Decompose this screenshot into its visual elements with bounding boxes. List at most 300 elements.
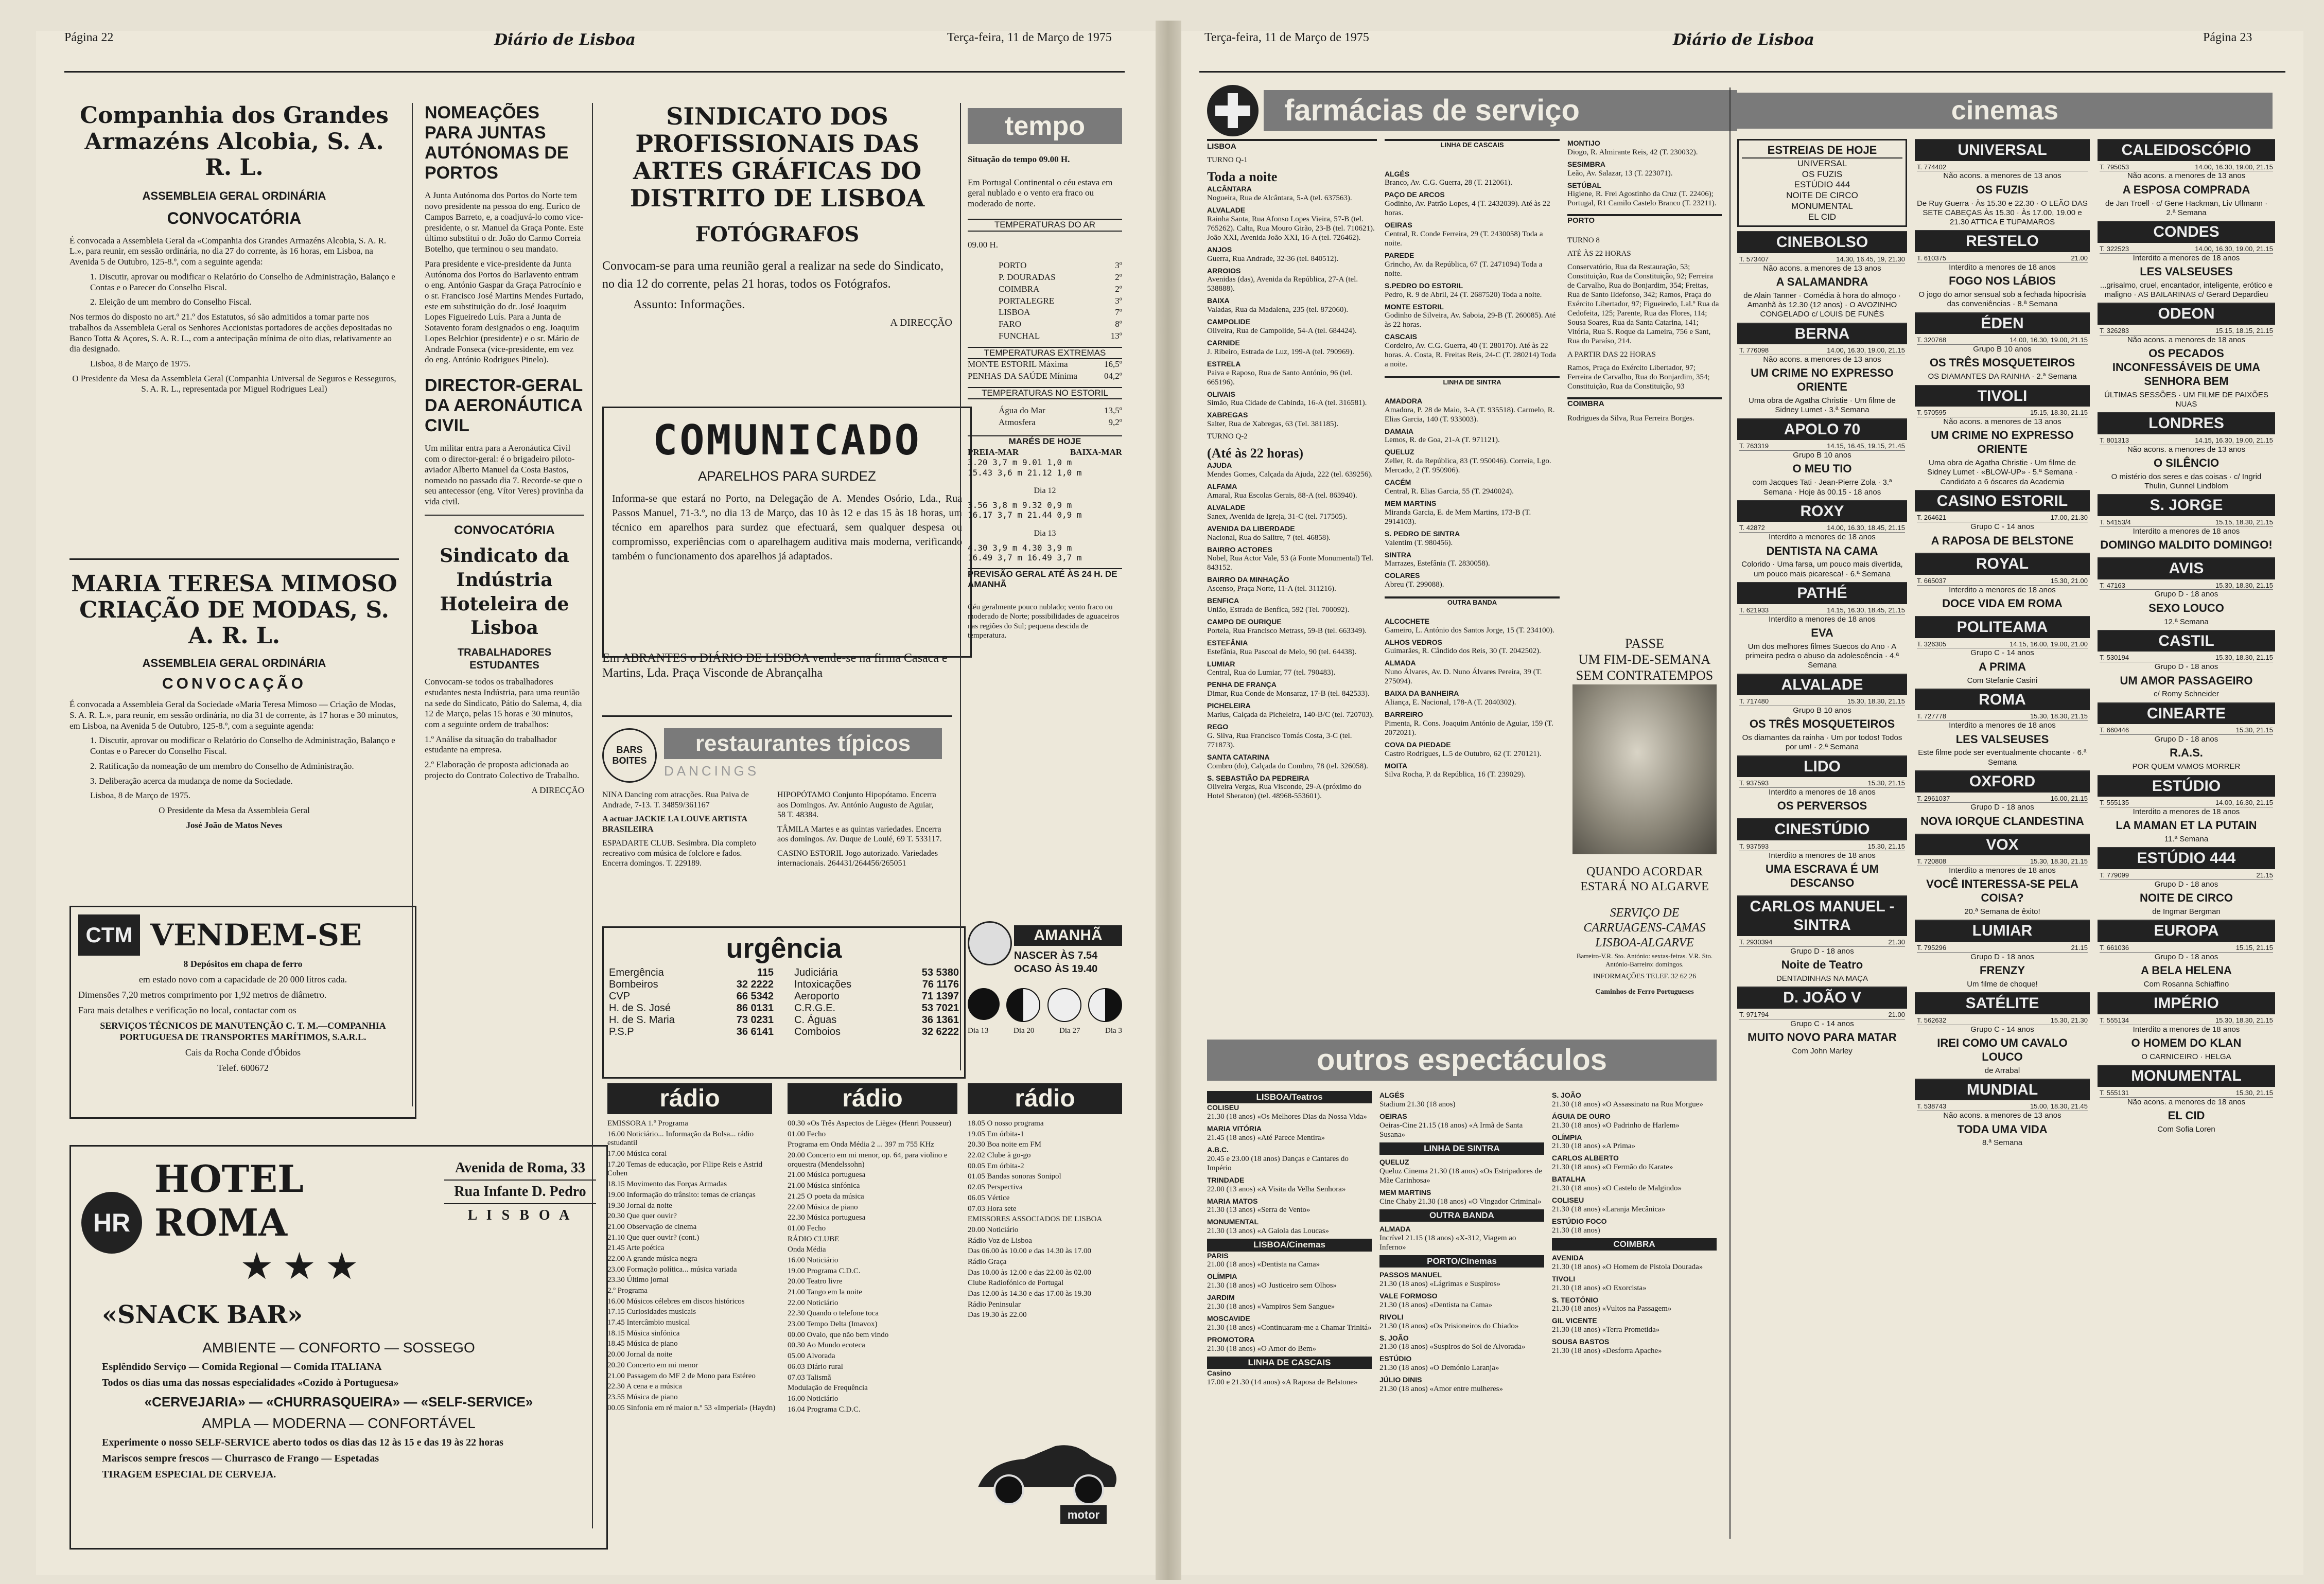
cinema-age: Interdito a menores de 18 anos — [1949, 262, 2056, 272]
radio-line: 21.00 Tango em la noite — [788, 1288, 862, 1296]
pharmacy-detail: Oliveira Vergas, Rua Visconde, 29-A (próximo do Hotel Sheraton) (tel. 48968-553601). — [1207, 783, 1361, 801]
cinema-tel: T. 720808 — [1917, 857, 1947, 866]
radio-line: 18.45 Música de piano — [607, 1340, 678, 1348]
pharmacy-item — [1207, 245, 1377, 263]
show-venue: BATALHA — [1552, 1175, 1586, 1184]
show-venue: CARLOS ALBERTO — [1552, 1154, 1619, 1163]
show-venue: MARIA MATOS — [1207, 1196, 1258, 1205]
cinema-extra: com Jacques Tati · Jean-Pierre Zola · 3.ª Semana · Hoje às 00.15 - 18 anos — [1752, 478, 1892, 497]
temp-row-label: LISBOA — [999, 307, 1030, 318]
urgencia-box — [602, 926, 966, 1079]
radio-line: Das 19.30 às 22.00 — [968, 1311, 1027, 1319]
radio-line: 20.00 Concerto em mi menor, op. 64, para violino e orquestra (Mendelssohn) — [788, 1151, 948, 1169]
radio-line: Programa em Onda Média 2 ... 397 m 755 KHz — [788, 1140, 934, 1149]
hotel-snack: «SNACK BAR» — [102, 1300, 303, 1329]
radio-line: 21.00 Observação de cinema — [607, 1222, 697, 1231]
cinema-tel: T. 971794 — [1739, 1010, 1769, 1018]
cinema-tel-row — [1917, 409, 2088, 417]
artes-sign: A DIRECÇÃO — [890, 317, 952, 329]
mimoso-item: 1. Discutir, aprovar ou modificar o Relatório do Conselho de Administração, Balanço e Contas e o Parecer do Conselho Fiscal. — [90, 735, 395, 756]
show-item — [1207, 1176, 1372, 1194]
porto-body2: Ramos, Praça do Exército Libertador, 97; Ferreira de Carvalho, Rua do Bonjardim, 354; Constituição, Rua da Constituição, 93 — [1567, 364, 1710, 391]
radio-line: 21.00 Música portuguesa — [788, 1171, 866, 1180]
cinema-tel-row — [1917, 640, 2088, 649]
pharmacy-item — [1207, 318, 1377, 336]
pharmacy-area: ALVALADE — [1207, 503, 1246, 512]
show-detail: 21.30 (18 anos) — [1552, 1226, 1600, 1235]
page-header — [0, 31, 2324, 51]
show-item — [1552, 1275, 1717, 1293]
pharmacy-detail: Combro (do), Calçada do Combro, 78 (tel. 326058). — [1207, 762, 1368, 770]
show-venue: TIVOLI — [1552, 1274, 1576, 1283]
pharmacy-item — [1207, 411, 1377, 429]
pharmacy-item — [1207, 185, 1377, 203]
radio-line: 16.00 Músicos célebres em discos históricos — [607, 1297, 745, 1306]
cinema-age: Interdito a menores de 18 anos — [2133, 253, 2240, 262]
moon-phases — [968, 988, 1122, 1022]
comunicado-title: COMUNICADO — [653, 416, 921, 464]
cinema-name: LIDO — [1737, 756, 1907, 778]
show-item — [1207, 1335, 1372, 1353]
pharmacy-item — [1207, 360, 1377, 387]
show-item — [1207, 1124, 1372, 1142]
cinema-name: VOX — [1915, 835, 2090, 856]
cinema-film: EVA — [1811, 626, 1833, 639]
show-item — [1207, 1103, 1372, 1121]
cinema-times: 14.15, 16.30, 19.00, 21.15 — [2195, 436, 2273, 444]
temp-row — [999, 331, 1122, 342]
cinema-name: D. JOÃO V — [1737, 988, 1907, 1009]
show-item — [1552, 1133, 1717, 1151]
show-detail: 21.30 (18 anos) «O Amor do Bem» — [1207, 1344, 1317, 1353]
pharmacy-item — [1385, 448, 1560, 475]
show-detail: 21.30 (18 anos) «O Castelo de Malgindo» — [1552, 1184, 1682, 1192]
cinema-name: MONUMENTAL — [2098, 1066, 2275, 1087]
pharmacy-item — [1385, 762, 1560, 780]
cinema-name: ESTÚDIO — [2098, 776, 2275, 797]
cinema-name: CASTIL — [2098, 631, 2275, 652]
temp-row-value: 13º — [1110, 330, 1122, 341]
cinema-times: 15.30, 18.30, 21.15 — [2030, 857, 2088, 866]
section-band: OUTRA BANDA — [1379, 1209, 1544, 1222]
urgencia-tel: 71 1397 — [921, 991, 959, 1002]
cinemas-title — [1737, 93, 2273, 129]
urgencia-name: Judiciária — [794, 967, 838, 978]
cinema-film: UM CRIME NO EXPRESSO ORIENTE — [1931, 429, 2074, 456]
column-rule — [960, 103, 961, 1070]
pharmacy-item — [1567, 160, 1722, 178]
pharmacy-area: BARREIRO — [1385, 710, 1423, 718]
amanha-box — [968, 921, 1122, 1065]
right-date: Terça-feira, 11 de Março de 1975 — [1204, 31, 1369, 44]
cp-info: Barreiro-V.R. Sto. António: sextas-feiras. V.R. Sto. António-Barreiro: domingos. — [1576, 952, 1713, 968]
cinema-extra: 11.ª Semana — [2164, 835, 2209, 844]
urgencia-row — [794, 1014, 959, 1026]
cinema-tel: T. 555134 — [2100, 1016, 2129, 1024]
cinema-name: ROMA — [1915, 690, 2090, 711]
cinema-times: 15.30, 18.30, 21.15 — [1847, 697, 1905, 706]
cinema-tel-row — [2100, 944, 2273, 953]
pharmacy-item — [1207, 774, 1377, 801]
pharmacy-detail: Marlus, Calçada da Picheleira, 140-B/C (tel. 720703). — [1207, 710, 1374, 719]
cinema-age: Interdito a menores de 18 anos — [2133, 526, 2240, 536]
estreia-line: EL CID — [1808, 212, 1837, 222]
extrema-row — [968, 371, 1122, 382]
pharmacy-detail: Cordeiro, Av. C.G. Guerra, 40 (T. 280170). Até às 22 horas. A. Costa, R. Freitas Reis, 24-C (T. 280214) Toda a noite. — [1385, 342, 1556, 369]
cinema-listing — [1915, 490, 2090, 553]
cinema-film: VOCÊ INTERESSA-SE PELA COISA? — [1926, 877, 2078, 905]
cinema-tel: T. 774402 — [1917, 163, 1947, 171]
estoril-title: TEMPERATURAS NO ESTORIL — [968, 387, 1122, 400]
pharmacy-detail: Amadora, P. 28 de Maio, 3-A (T. 935518). Carmelo, R. Elias Garcia, 140 (T. 933003). — [1385, 406, 1555, 424]
cinema-tel: T. 555131 — [2100, 1088, 2129, 1097]
pharmacy-detail: J. Ribeiro, Estrada de Luz, 199-A (tel. 790969). — [1207, 347, 1354, 356]
show-detail: 21.30 (18 anos) «Os Melhores Dias da Nossa Vida» — [1207, 1113, 1367, 1121]
cinema-tel: T. 320768 — [1917, 336, 1947, 344]
pharmacy-area: SANTA CATARINA — [1207, 752, 1270, 761]
show-venue: RIVOLI — [1379, 1312, 1404, 1321]
alcobia-assembly: ASSEMBLEIA GERAL ORDINÁRIA — [142, 189, 326, 202]
urgencia-row — [794, 991, 959, 1002]
mares-row: 3.56 3,8 m 9.32 0,9 m — [968, 500, 1072, 510]
pharmacy-area: BAIXA DA BANHEIRA — [1385, 689, 1459, 698]
lisboa-cinemas-label: LISBOA/Cinemas — [1207, 1239, 1372, 1251]
radio-line: 22.02 Clube à go-go — [968, 1151, 1031, 1160]
temp-row-value: 7º — [1115, 307, 1122, 318]
vendem-company: SERVIÇOS TÉCNICOS DE MANUTENÇÃO C. T. M.—COMPANHIA PORTUGUESA DE TRANSPORTES MARÍTIMOS, S.A.R.L. — [100, 1020, 386, 1042]
temp-row-label: PORTO — [999, 260, 1027, 271]
pharmacy-detail: Central, R. Conde Ferreira, 29 (T. 2430058) Toda a noite. — [1385, 230, 1543, 248]
pharmacy-detail: Nuno Álvares, Av. D. Nuno Álvares Pereira, 39 (T. 275094). — [1385, 668, 1542, 686]
pharmacy-area: ARROIOS — [1207, 266, 1241, 275]
urgencia-row — [609, 979, 774, 991]
radio-line: Das 12.00 às 14.30 e das 17.00 às 19.30 — [968, 1290, 1091, 1298]
mares-day: Dia 12 — [1034, 486, 1056, 496]
show-item — [1207, 1197, 1372, 1215]
urgencia-tel: 115 — [757, 967, 774, 978]
cinema-extra: Uma obra de Agatha Christie · Um filme de Sidney Lumet · 3.ª Semana — [1749, 396, 1896, 415]
alcobia-title: Companhia dos Grandes Armazéns Alcobia, S. A. R. L. — [80, 103, 389, 181]
cinema-age: Grupo D - 18 anos — [1970, 803, 2034, 812]
cinemas-col2 — [1915, 139, 2090, 1539]
cinema-tel-row — [1917, 514, 2088, 522]
pharmacy-area: ALMADA — [1385, 659, 1416, 667]
pharmacy-detail: Nogueira, Rua de Alcântara, 5-A (tel. 637563). — [1207, 193, 1352, 202]
pharmacy-detail: Miranda Garcia, E. de Mem Martins, 173-B (T. 2914103). — [1385, 508, 1531, 526]
sun-icon — [968, 921, 1012, 965]
show-item — [1379, 1271, 1544, 1289]
cinema-name: ÉDEN — [1915, 313, 2090, 335]
hotel-stars: ★ ★ ★ — [240, 1246, 359, 1287]
farmacias-porto — [1567, 139, 1722, 628]
radio-line: 23.00 Tempo Delta (Imavox) — [788, 1320, 878, 1329]
vendem-line2: em estado novo com a capacidade de 20 000 litros cada. — [138, 974, 347, 984]
outros-cascais-list — [1207, 1369, 1372, 1387]
left-masthead: Diário de Lisboa — [494, 31, 636, 49]
pharmacy-area: CARNIDE — [1207, 338, 1240, 347]
pharmacy-item — [1207, 596, 1377, 614]
show-item — [1207, 1369, 1372, 1387]
radio-line: 20.00 Noticiário — [968, 1225, 1019, 1234]
show-item — [1552, 1196, 1717, 1214]
cinema-tel: T. 661036 — [2100, 943, 2129, 952]
mares-row: 15.43 3,6 m 21.12 1,0 m — [968, 467, 1082, 478]
hotel-bullet: Todos os dias uma das nossas especialidades «Cozido à Portuguesa» — [102, 1377, 399, 1388]
cinema-times: 14.15, 16.30, 18.45, 21.15 — [1827, 606, 1905, 614]
cinema-times: 14.00, 16.30, 19.00, 21.15 — [1827, 346, 1905, 355]
radio-line: 02.05 Perspectiva — [968, 1183, 1023, 1192]
cinema-film: O SILÊNCIO — [2153, 456, 2220, 469]
cinema-extra: Os diamantes da rainha · Um por todos! Todos por um! · 2.ª Semana — [1742, 733, 1902, 752]
radio-line: 00.05 Sinfonia em ré maior n.º 53 «Imperial» (Haydn) — [607, 1403, 776, 1412]
show-item — [1379, 1112, 1544, 1139]
temp-row — [999, 284, 1122, 295]
cinema-age: Não acons. a menores de 13 anos — [2127, 445, 2246, 454]
cinema-age: Não acons. a menores de 13 anos — [1943, 171, 2061, 181]
mimoso-date: Lisboa, 8 de Março de 1975. — [90, 790, 190, 801]
show-item — [1207, 1293, 1372, 1311]
porto-turno: TURNO 8 — [1567, 236, 1600, 245]
restaurantes-section — [602, 723, 952, 921]
radio-line: 06.05 Vértice — [968, 1193, 1010, 1202]
pharmacy-area: REGO — [1207, 722, 1229, 731]
show-venue: MARIA VITÓRIA — [1207, 1124, 1262, 1133]
cinema-tel-row — [2100, 518, 2273, 527]
show-item — [1552, 1337, 1717, 1356]
pharmacy-area: MOITA — [1385, 761, 1408, 770]
cinema-listing — [1915, 139, 2090, 230]
show-detail: 21.30 (18 anos) «O Justiceiro sem Olhos» — [1207, 1281, 1337, 1290]
coimbra-label: COIMBRA — [1567, 397, 1722, 409]
cinema-name: EUROPA — [2098, 921, 2275, 942]
radio-line: 2.º Programa — [607, 1287, 648, 1295]
porto-partir: A PARTIR DAS 22 HORAS — [1567, 350, 1656, 359]
cinema-name: CONDES — [2098, 222, 2275, 243]
show-item — [1207, 1218, 1372, 1236]
radio-line: 20.30 Que quer ouvir? — [607, 1212, 677, 1221]
restaurante-item: HIPOPÓTAMO Conjunto Hipopótamo. Encerra aos Domingos. Av. António Augusto de Aguiar, 58 T. 48384. — [777, 790, 936, 820]
cinema-tel-row — [1917, 944, 2088, 953]
radio-line: Rádio Peninsular — [968, 1300, 1021, 1309]
temp-row-value: 8º — [1115, 319, 1122, 329]
temps-list — [999, 260, 1122, 341]
pharmacy-item — [1567, 139, 1722, 157]
urgencia-right — [794, 967, 959, 1038]
cinema-listing — [1737, 755, 1907, 819]
cinema-tel-row — [2100, 799, 2273, 807]
cinema-tel: T. 801313 — [2100, 436, 2129, 444]
outros-col1 — [1207, 1091, 1372, 1534]
cinema-age: Interdito a menores de 18 anos — [1769, 614, 1876, 624]
cinema-listing — [1915, 920, 2090, 992]
car-illustration — [968, 1410, 1122, 1528]
cinema-tel-row — [1739, 524, 1905, 533]
show-detail: 21.30 (18 anos) «Continuaram-me a Chamar Trinitá» — [1207, 1323, 1372, 1332]
cinema-film: A BELA HELENA — [2141, 964, 2232, 977]
turno-q1: TURNO Q-1 — [1207, 156, 1248, 164]
radio-line: 18.15 Música sinfónica — [607, 1329, 680, 1337]
juntas-body2: Para presidente e vice-presidente da Junta Autónoma dos Portos do Barlavento entram o eng. António Gaspar da Graça Patrocínio e o sr. Francisco José Martins Mendes Furtado, este em substituição do dr. José Joaquim Lopes Figueiredo Luís. Para a Junta de Sotavento foram designados o eng. Joaquim Lopes Belchior (presidente) e o sr. Mário de Andrade Fonseca (vice-presidente, em vez do eng. António Rodrigues Pinelo). — [425, 258, 584, 365]
cinema-film: Noite de Teatro — [1781, 958, 1863, 972]
pharmacy-detail: G. Silva, Rua Francisco Tomás Costa, 3-C (tel. 771873). — [1207, 731, 1352, 749]
cinema-film: TODA UMA VIDA — [1957, 1122, 2048, 1136]
pharmacy-area: BAIRRO ACTORES — [1207, 545, 1272, 554]
pharmacy-detail: Castro Rodrigues, L.5 de Outubro, 62 (T. 270121). — [1385, 749, 1542, 758]
urgencia-tel: 36 6141 — [736, 1026, 774, 1037]
estreia-line: OS FUZIS — [1802, 169, 1843, 179]
estreia-line: NOITE DE CIRCO — [1786, 190, 1858, 201]
cinema-name: SATÉLITE — [1915, 993, 2090, 1014]
show-item — [1379, 1225, 1544, 1252]
pharmacy-detail: Abreu (T. 299088). — [1385, 580, 1444, 589]
cinema-tel: T. 42872 — [1739, 524, 1765, 532]
sintra-label: LINHA DE SINTRA — [1385, 376, 1560, 386]
cinema-listing — [1915, 230, 2090, 312]
temp-row-label: COIMBRA — [999, 284, 1040, 294]
show-venue: QUELUZ — [1379, 1157, 1409, 1166]
porto-label: PORTO — [1567, 214, 1722, 225]
urgencia-name: P.S.P — [609, 1026, 634, 1037]
cinema-age: Não acons. a menores de 18 anos — [2127, 335, 2246, 344]
pharmacy-area: CAMPOLIDE — [1207, 318, 1250, 326]
urgencia-tel: 66 5342 — [736, 991, 774, 1002]
radio-line: 01.00 Fecho — [788, 1130, 826, 1138]
cinema-times: 14.00, 16.30, 18.45, 21.15 — [1827, 524, 1905, 532]
pharmacy-item — [1385, 221, 1560, 248]
temp-row-value: 2º — [1115, 284, 1122, 294]
cinema-extra: Colorido · Uma farsa, um pouco mais divertida, um pouco mais picaresca! · 6.ª Semana — [1741, 560, 1903, 578]
aero-body: Um militar entra para a Aeronáutica Civil com o director-geral: é o brigadeiro piloto-aviador Alberto Manuel da Costa Bastos, nomeado no passado dia 7. Recorde-se que o seu antecessor (eng. Vítor Veres) provinha da vida civil. — [425, 443, 584, 507]
sind-heading: CONVOCATÓRIA — [454, 523, 555, 537]
pharmacy-item — [1207, 660, 1377, 678]
pharmacy-area: S.PEDRO DO ESTORIL — [1385, 281, 1463, 290]
moon-day: Dia 20 — [1014, 1027, 1035, 1035]
juntas-body: A Junta Autónoma dos Portos do Norte tem novo presidente na pessoa do eng. Eurico de Campos Barreto, e, a coadjuvá-lo como vice-presidente, o sr. Manuel da Graça Ponte. Este último substitui o dr. João do Carmo Correia Botelho, que terminou o seu mandato. — [425, 190, 584, 254]
temp-row-value: 3º — [1115, 295, 1122, 306]
cinema-times: 15.30, 18.30, 21.15 — [2215, 1016, 2273, 1024]
ate-22: (Até às 22 horas) — [1207, 446, 1304, 461]
cinema-tel: T. 570595 — [1917, 409, 1947, 417]
cinema-listing — [1915, 553, 2090, 616]
urgencia-name: Bombeiros — [609, 979, 658, 990]
pharmacy-detail: Estefânia, Rua Pascoal de Melo, 90 (tel. 64438). — [1207, 647, 1357, 656]
left-header-rule — [64, 71, 1125, 73]
cinema-film: IREI COMO UM CAVALO LOUCO — [1937, 1036, 2068, 1063]
cinema-name: APOLO 70 — [1737, 419, 1907, 441]
pharmacy-area: PAREDE — [1385, 251, 1414, 259]
cinema-listing — [1737, 818, 1907, 895]
urgencia-name: Comboios — [794, 1026, 841, 1037]
show-venue: COLISEU — [1552, 1195, 1584, 1204]
cinema-tel-row — [1739, 606, 1905, 615]
cinema-age: Grupo B 10 anos — [1793, 451, 1851, 460]
mares-row: 16.17 3,7 m 21.44 0,9 m — [968, 510, 1082, 520]
extrema-row-value: 04,2º — [1104, 371, 1122, 381]
urgencia-row — [609, 991, 774, 1002]
cinema-age: Grupo D - 18 anos — [1970, 952, 2034, 961]
farmacias-title: farmácias de serviço — [1264, 90, 1737, 131]
show-venue: ALGÉS — [1379, 1091, 1405, 1099]
pharmacy-area: BAIXA — [1207, 296, 1230, 305]
pharmacy-area: OLIVAIS — [1207, 390, 1235, 398]
show-item — [1379, 1158, 1544, 1185]
moon-day: Dia 27 — [1059, 1027, 1080, 1035]
cinema-age: Grupo B 10 anos — [1973, 345, 2032, 354]
porto-ate: ATÉ ÀS 22 HORAS — [1567, 250, 1631, 258]
cinema-age: Grupo C - 14 anos — [1790, 1019, 1854, 1028]
estoril-row-label: Atmosfera — [999, 417, 1036, 428]
cinema-listing — [2098, 557, 2275, 630]
show-item — [1552, 1175, 1717, 1193]
ctm-logo: CTM — [78, 914, 140, 956]
cinema-extra: ...grisalmo, cruel, encantador, inteligente, erótico e maligno · AS BAILARINAS c/ Gerard Depardieu — [2100, 280, 2273, 300]
cp-ad — [1567, 633, 1722, 1004]
radio-line: Rádio Graça — [968, 1257, 1007, 1266]
show-detail: 20.45 e 23.00 (18 anos) Danças e Cantares do Império — [1207, 1154, 1349, 1172]
extrema-row-label: MONTE ESTORIL Máxima — [968, 359, 1068, 369]
show-item — [1552, 1154, 1717, 1172]
pharmacy-detail: Central, Rua do Lumiar, 77 (tel. 790483). — [1207, 668, 1336, 677]
hotel-bullet: Mariscos sempre frescos — Churrasco de Frango — Espetadas — [102, 1453, 379, 1464]
pharmacy-item — [1207, 503, 1377, 521]
pharmacy-item — [1385, 530, 1560, 548]
cinema-times: 15.15, 21.15 — [2235, 943, 2273, 952]
sind-item: 2.º Elaboração de proposta adicionada ao projecto do Contrato Colectivo de Trabalho. — [425, 760, 580, 780]
show-venue: SOUSA BASTOS — [1552, 1337, 1610, 1346]
show-detail: 21.30 (13 anos) «A Gaiola das Loucas» — [1207, 1227, 1330, 1236]
estreias-box — [1737, 139, 1907, 227]
cinema-extra: POR QUEM VAMOS MORRER — [2132, 762, 2241, 771]
show-item — [1207, 1146, 1372, 1173]
farm-sintra-list — [1385, 397, 1560, 589]
cinema-film: UM CRIME NO EXPRESSO ORIENTE — [1751, 366, 1894, 394]
artes-notice — [602, 103, 952, 401]
moon-days — [968, 1027, 1122, 1035]
pharmacy-detail: Simão, Rua Cidade de Cabinda, 16-A (tel. 316581). — [1207, 399, 1367, 408]
radio-line: EMISSORA 1.º Programa — [607, 1119, 688, 1128]
estreias-list — [1742, 159, 1902, 222]
pharmacy-item — [1385, 617, 1560, 635]
cinema-tel: T. 660446 — [2100, 726, 2129, 734]
cinema-listing — [2098, 702, 2275, 775]
rule — [69, 558, 399, 560]
cinema-tel: T. 937593 — [1739, 779, 1769, 787]
pharmacy-area: CAMPO DE OURIQUE — [1207, 617, 1282, 626]
cinema-tel-row — [1739, 346, 1905, 355]
estreia-line: MONUMENTAL — [1791, 201, 1853, 211]
pharmacy-area: SESIMBRA — [1567, 160, 1605, 168]
mares-title: MARÉS DE HOJE — [968, 435, 1122, 447]
cinema-film: OS FUZIS — [1976, 183, 2029, 196]
cinema-age: Não acons. a menores de 13 anos — [1763, 263, 1881, 273]
show-venue: S. JOÃO — [1552, 1091, 1581, 1099]
estreias-title: ESTREIAS DE HOJE — [1742, 144, 1902, 159]
cinema-name: ROXY — [1737, 501, 1907, 522]
radio-line: 16.00 Noticiário — [788, 1256, 838, 1264]
cinema-times: 15.30, 18.30, 21.15 — [2215, 581, 2273, 589]
sind-body: Convocam-se todos os trabalhadores estudantes nesta Indústria, para uma reunião na sede do Sindicato, Pátio do Salema, 4, dia 12 de Março, pelas 15 horas e 30 minutos, com a seguinte ordem de trabalhos: — [425, 677, 582, 729]
estoril-row — [999, 417, 1122, 428]
radio-line: 22.30 Quando o telefone toca — [788, 1309, 879, 1318]
pharmacy-area: XABREGAS — [1207, 411, 1248, 419]
moon-day: Dia 3 — [1105, 1027, 1122, 1035]
show-venue: S. JOÃO — [1379, 1333, 1409, 1342]
outros-title: outros espectáculos — [1207, 1040, 1717, 1081]
cinema-tel-row — [1739, 442, 1905, 451]
hotel-address2: Rua Infante D. Pedro — [444, 1181, 596, 1204]
pharmacy-detail: Marrazes, Estefânia (T. 2830058). — [1385, 559, 1490, 568]
sind-sub: TRABALHADORES ESTUDANTES — [457, 647, 552, 671]
